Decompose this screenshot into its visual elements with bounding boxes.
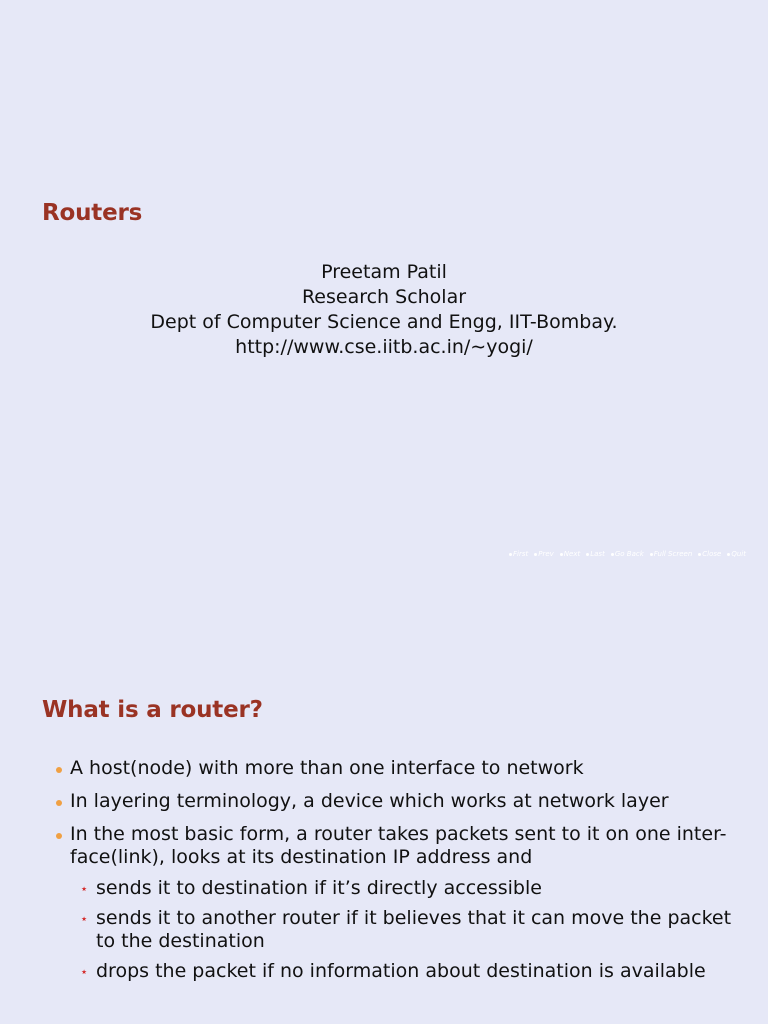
author-affiliation: Dept of Computer Science and Engg, IIT-Bombay. [150, 311, 618, 333]
nav-dot-icon [586, 553, 589, 556]
nav-dot-icon [650, 553, 653, 556]
nav-last-label: Last [590, 550, 605, 558]
slide-what-is-router [0, 577, 768, 1024]
author-block [0, 260, 768, 360]
nav-last[interactable] [586, 550, 605, 558]
nav-first-label: First [512, 550, 529, 558]
nav-next[interactable] [560, 550, 580, 558]
star-icon: ⋆ [80, 882, 89, 897]
nav-prev[interactable] [534, 550, 554, 558]
bullet-text: In layering terminology, a device which works at network layer [70, 790, 669, 812]
sub-list-item [80, 907, 732, 953]
sub-list-item [80, 877, 732, 900]
slide-navbar [509, 550, 746, 558]
bullet-text: A host(node) with more than one interface to network [70, 757, 584, 779]
nav-dot-icon [509, 553, 512, 556]
bullet-list [56, 757, 732, 993]
slide-title-heading: Routers [42, 200, 143, 226]
sub-bullet-text: sends it to destination if it’s directly accessible [96, 877, 542, 899]
nav-close[interactable] [698, 550, 721, 558]
author-url[interactable]: http://www.cse.iitb.ac.in/∼yogi/ [235, 336, 533, 358]
sub-bullet-text: sends it to another router if it believes that it can move the packet to the destination [96, 907, 732, 952]
bullet-dot-icon [56, 833, 62, 839]
nav-prev-label: Prev [538, 550, 554, 558]
nav-dot-icon [611, 553, 614, 556]
bullet-text: In the most basic form, a router takes packets sent to it on one inter-face(link), looks at its destination IP address and [70, 823, 727, 868]
nav-dot-icon [727, 553, 730, 556]
nav-quit[interactable] [727, 550, 746, 558]
bullet-dot-icon [56, 800, 62, 806]
nav-full-screen[interactable] [650, 550, 693, 558]
slide-heading: What is a router? [42, 697, 263, 723]
author-name: Preetam Patil [321, 261, 447, 283]
nav-dot-icon [698, 553, 701, 556]
nav-full-screen-label: Full Screen [653, 550, 693, 558]
nav-quit-label: Quit [731, 550, 746, 558]
nav-first[interactable] [509, 550, 528, 558]
sub-bullet-text: drops the packet if no information about destination is available [96, 960, 706, 982]
list-item [56, 757, 732, 780]
nav-go-back-label: Go Back [614, 550, 644, 558]
nav-dot-icon [534, 553, 537, 556]
bullet-dot-icon [56, 767, 62, 773]
sub-bullet-list [80, 877, 732, 983]
star-icon: ⋆ [80, 912, 89, 927]
list-item [56, 790, 732, 813]
sub-list-item [80, 960, 732, 983]
nav-close-label: Close [702, 550, 722, 558]
nav-dot-icon [560, 553, 563, 556]
nav-next-label: Next [563, 550, 581, 558]
star-icon: ⋆ [80, 965, 89, 980]
list-item [56, 823, 732, 983]
author-role: Research Scholar [301, 286, 467, 308]
nav-go-back[interactable] [611, 550, 644, 558]
